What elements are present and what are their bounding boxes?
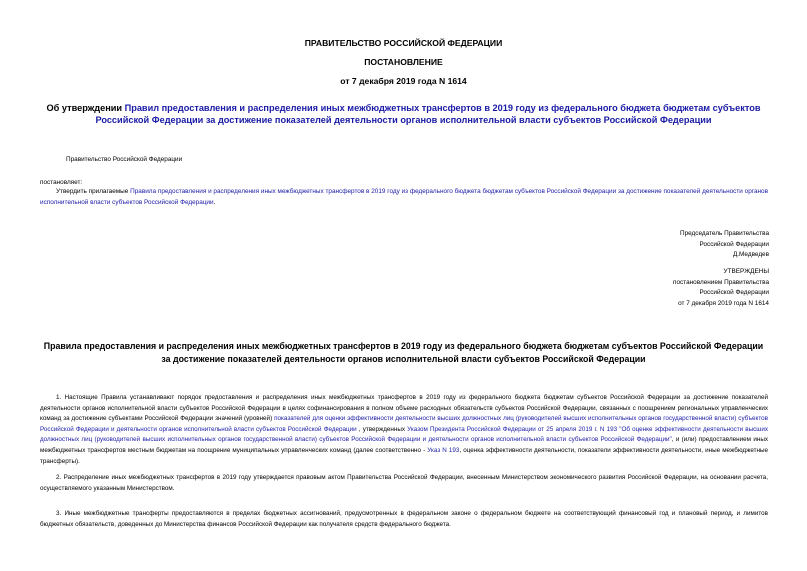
document-date-number: от 7 декабря 2019 года N 1614: [340, 76, 467, 86]
decides-text: постановляет:: [40, 179, 83, 186]
decree-193-link[interactable]: Указом Президента Российской Федерации от 25 апреля 2019 г. N 193 "Об оценке эффективности деятельности высших должностных лиц (руководителей высших исполнительных органов государственной власти) субъектов Российской Федерации и деятельности органов исполнительной власти субъектов Российской Федерации": [40, 425, 768, 444]
p1-text: 1. Настоящие Правила устанавливают порядок предоставления и распределения иных межбюджетных трансфертов в 2019 году из федерального бюджета бюджетам субъектов Российской Федерации за достижение показателей деятельности органов исполнительной власти субъектов Российской Федерации в целях софинансирования в полном объеме расходных обязательств субъектов Российской Федерации, связанных с поощрением региональных управленческих команд за достижение субъектами Российской Федерации значений (уровней): [40, 394, 768, 423]
p2-text: 2. Распределение иных межбюджетных трансфертов в 2019 году утверждается правовым актом Правительства Российской Федерации, внесенным Министерством экономического развития Российской Федерации, на основании расчета, осуществляемого указанным Министерством.: [40, 474, 768, 492]
approved-block: [673, 267, 769, 309]
approved-line: постановлением Правительства: [673, 278, 769, 286]
approve-rules-link[interactable]: Правила предоставления и распределения иных межбюджетных трансфертов в 2019 году из федерального бюджета бюджетам субъектов Российской Федерации за достижение показателей деятельности органов исполнительной власти субъектов Российской Федерации: [40, 188, 768, 206]
signature-line: Российской Федерации: [699, 240, 769, 248]
signature-line: Д.Медведев: [732, 251, 769, 259]
p1-text: , утвержденных: [356, 425, 408, 433]
paragraph-3: [40, 509, 768, 530]
rules-title-line: Правила предоставления и распределения иных межбюджетных трансфертов в 2019 году из федерального бюджета бюджетам субъектов Российской Федерации: [43, 341, 764, 351]
indicators-link[interactable]: показателей для оценки эффективности деятельности высших должностных лиц (руководителей высших исполнительных органов государственной власти) субъектов Российской Федерации и деятельности органов исполнительной власти субъектов Российской Федерации: [40, 415, 768, 433]
approve-prefix: Утвердить прилагаемые: [56, 188, 131, 195]
title-prefix: Об утверждении: [46, 103, 125, 113]
approve-suffix: .: [213, 198, 216, 206]
approved-line: Российской Федерации: [699, 289, 769, 297]
rules-title-line: за достижение показателей деятельности органов исполнительной власти субъектов Российской Федерации: [161, 353, 646, 364]
signature-line: Председатель Правительства: [680, 230, 769, 237]
approved-line: УТВЕРЖДЕНЫ: [723, 268, 769, 275]
rules-title: [30, 340, 777, 365]
approve-paragraph: [40, 187, 768, 208]
title-rules-link[interactable]: Правил предоставления и распределения иных межбюджетных трансфертов в 2019 году из федерального бюджета бюджетам субъектов Российской Федерации за достижение показателей деятельности органов исполнительной власти субъектов Российской Федерации: [95, 103, 761, 125]
document-type: ПОСТАНОВЛЕНИЕ: [364, 57, 443, 67]
p3-text: 3. Иные межбюджетные трансферты предоставляются в пределах бюджетных ассигнований, предусмотренных в федеральном законе о федеральном бюджете на соответствующий финансовый год и плановый период, и лимитов бюджетных обязательств, доведенных до Министерства финансов Российской Федерации как получателя средств федерального бюджета.: [40, 510, 768, 528]
approved-line: от 7 декабря 2019 года N 1614: [678, 299, 769, 307]
document-title: [40, 102, 767, 126]
signature-block: [680, 229, 769, 261]
decree-193-short-link[interactable]: Указ N 193: [427, 446, 460, 454]
p1-text: , и (или) предоставлением иных межбюджетных трансфертов местным бюджетам на поощрение муниципальных управленческих команд (далее соответственно -: [40, 436, 768, 454]
paragraph-1: [40, 393, 768, 467]
issuer-text: Правительство Российской Федерации: [66, 156, 183, 163]
paragraph-2: [40, 473, 768, 494]
p1-text: , оценка эффективности деятельности, показатели эффективности деятельности, иные межбюджетные трансферты).: [40, 446, 768, 465]
government-heading: ПРАВИТЕЛЬСТВО РОССИЙСКОЙ ФЕДЕРАЦИИ: [304, 38, 503, 48]
